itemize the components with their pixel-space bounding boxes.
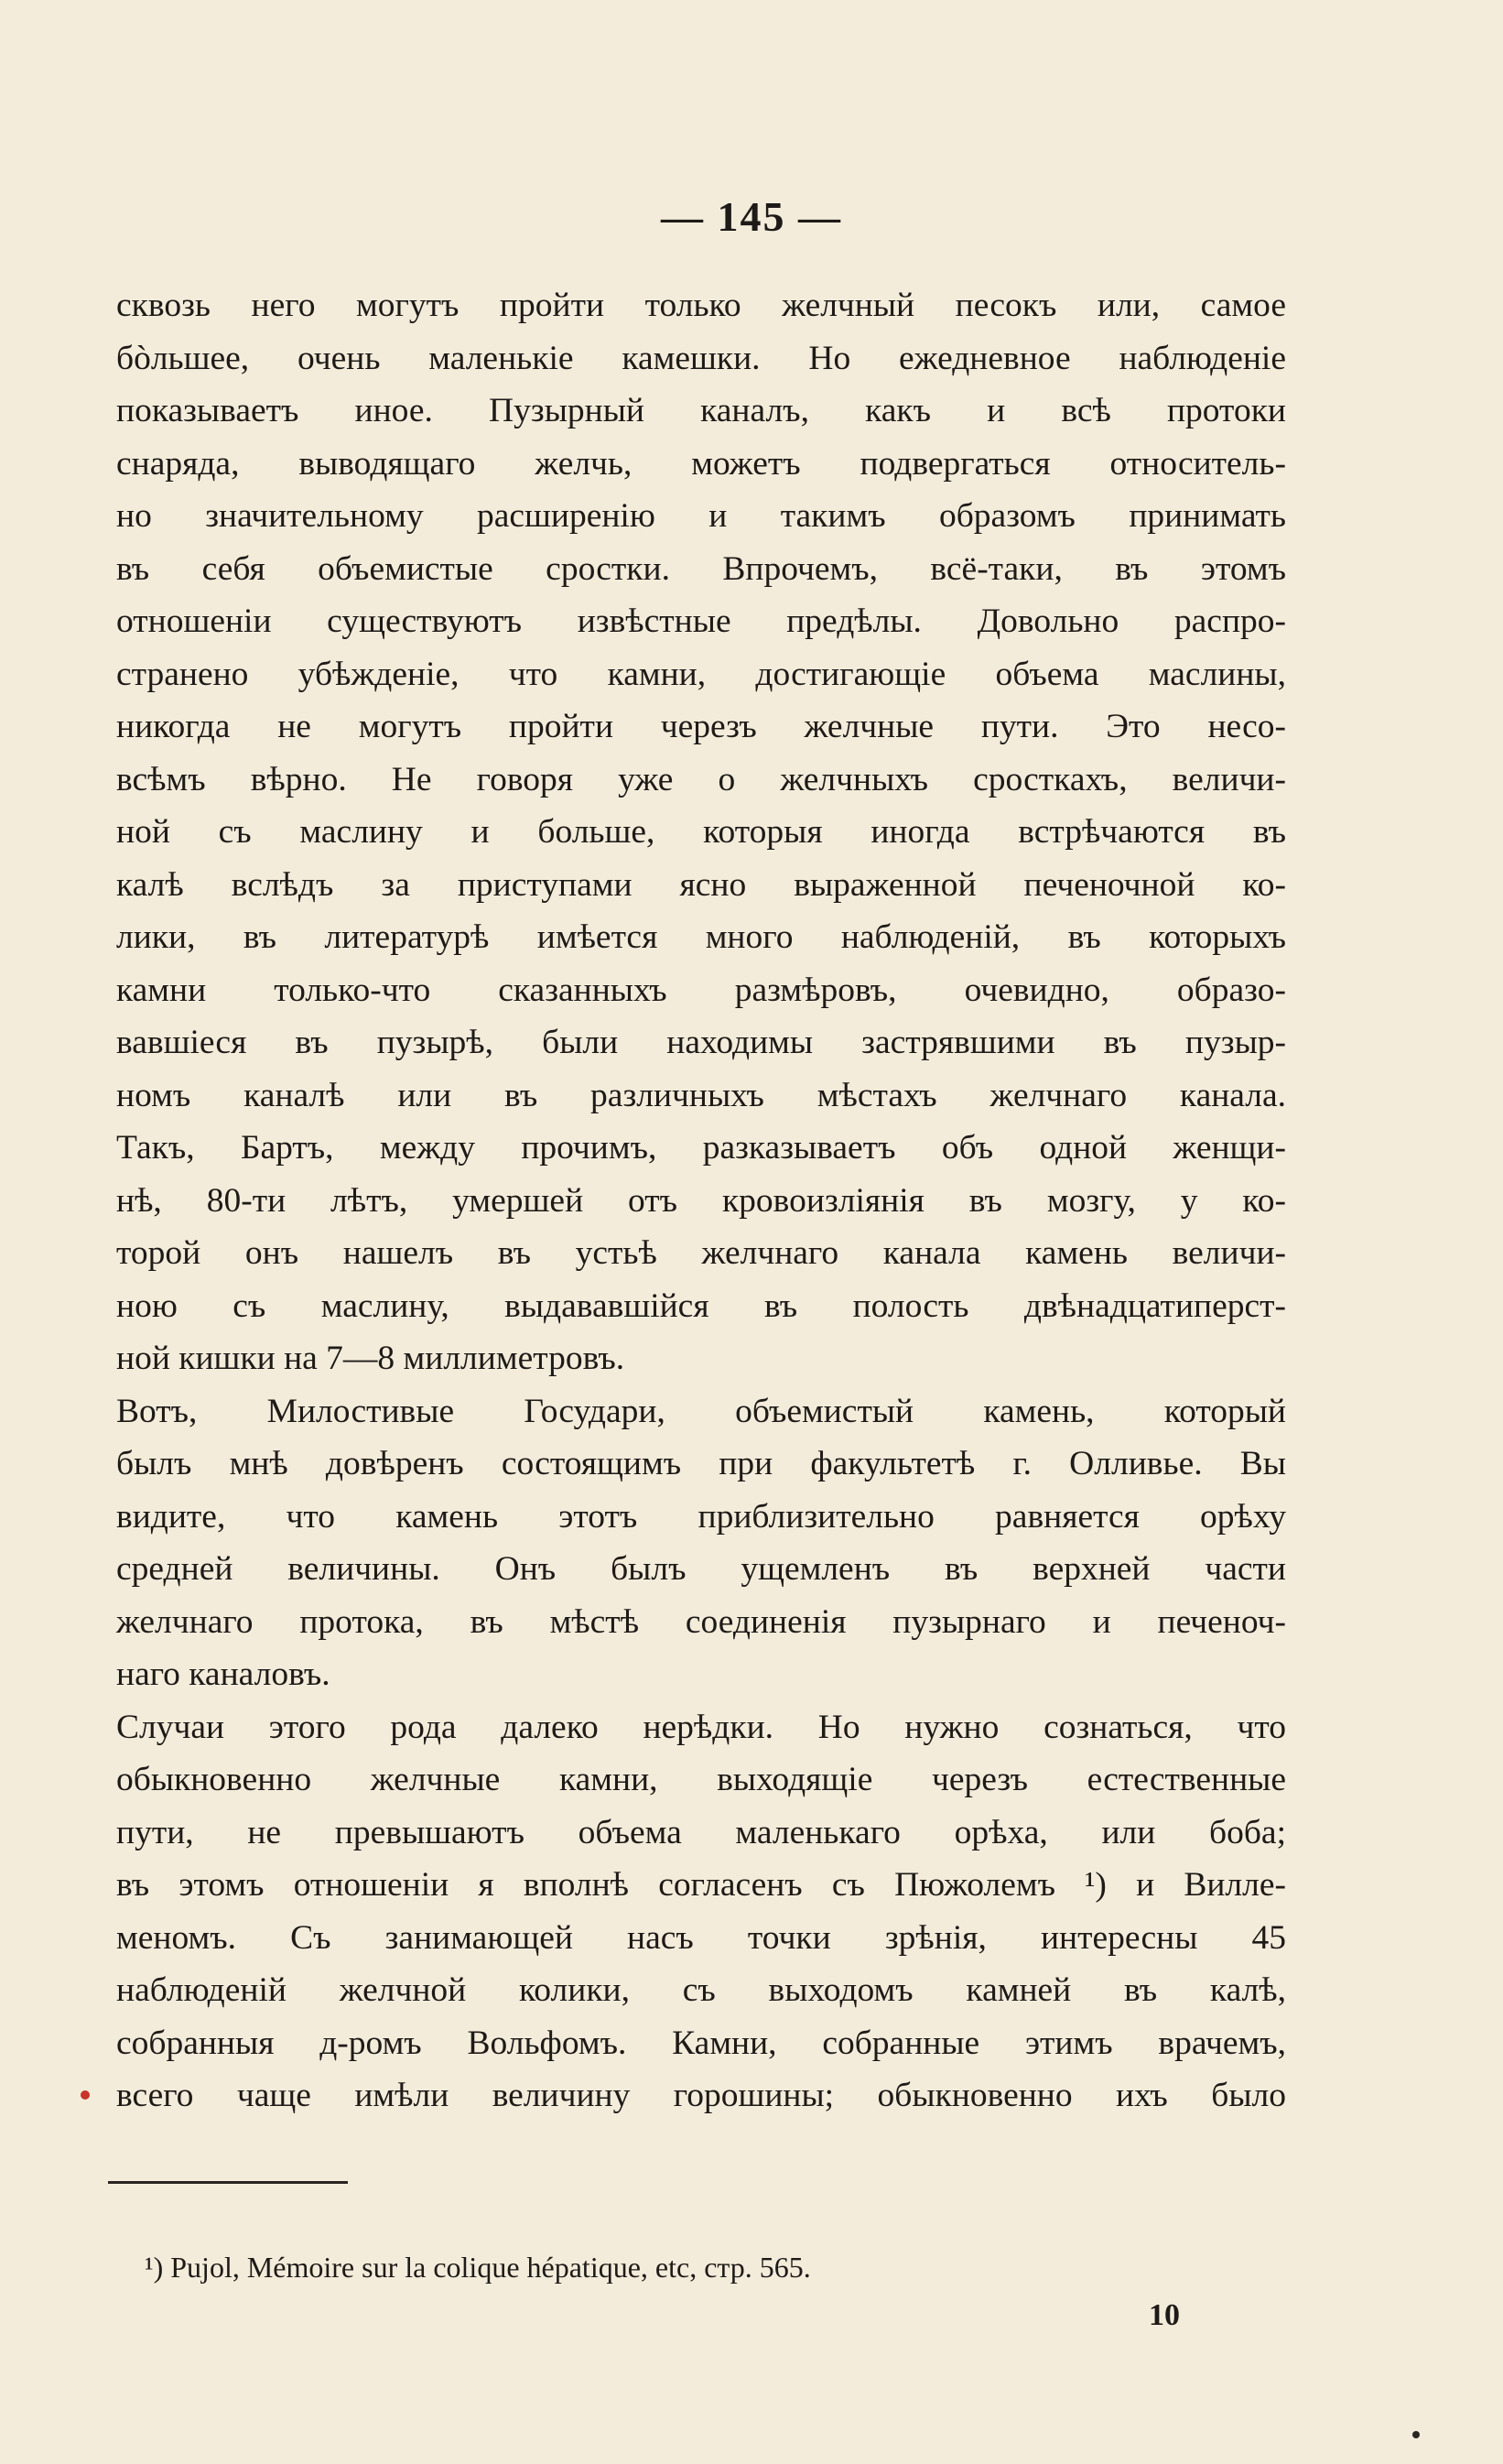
text-line: торой онъ нашелъ въ устьѣ желчнаго канала камень величи- [116, 1234, 1286, 1272]
text-line: сквозь него могутъ пройти только желчный песокъ или, самое [116, 287, 1286, 324]
text-line: въ этомъ отношеніи я вполнѣ согласенъ съ Пюжолемъ ¹) и Вилле- [116, 1866, 1286, 1904]
text-line: никогда не могутъ пройти черезъ желчные пути. Это несо- [116, 708, 1286, 745]
text-line: желчнаго протока, въ мѣстѣ соединенія пузырнаго и печеноч- [116, 1602, 1286, 1641]
text-line: вавшіеся въ пузырѣ, были находимы застрявшими въ пузыр- [116, 1024, 1286, 1061]
footnote: ¹) Pujol, Mémoire sur la colique hépatique, etc, стр. 565. [145, 2251, 811, 2284]
text-line: пути, не превышаютъ объема маленькаго орѣха, или боба; [116, 1813, 1286, 1851]
page-number: — 145 — [661, 193, 842, 240]
text-line: ною съ маслину, выдававшійся въ полость двѣнадцатиперст- [116, 1286, 1286, 1325]
margin-dot [81, 2090, 90, 2100]
text-line: показываетъ иное. Пузырный каналъ, какъ и всѣ протоки [116, 392, 1286, 429]
text-line: но значительному расширенію и такимъ образомъ принимать [116, 497, 1286, 535]
text-line: видите, что камень этотъ приблизительно равняется орѣху [116, 1497, 1286, 1536]
text-line: обыкновенно желчные камни, выходящіе черезъ естественные [116, 1761, 1286, 1798]
footnote-divider [108, 2181, 348, 2184]
text-line: нѣ, 80-ти лѣтъ, умершей отъ кровоизліянія въ мозгу, у ко- [116, 1181, 1286, 1220]
text-line: бòльшее, очень маленькіе камешки. Но ежедневное наблюденіе [116, 339, 1286, 377]
text-line: наго каналовъ. [116, 1655, 330, 1693]
text-line: ной кишки на 7—8 миллиметровъ. [116, 1340, 625, 1377]
text-line: всего чаще имѣли величину горошины; обыкновенно ихъ было [116, 2077, 1286, 2114]
text-line: странено убѣжденіе, что камни, достигающіе объема маслины, [116, 655, 1286, 693]
text-line: Случаи этого рода далеко нерѣдки. Но нужно сознаться, что [116, 1708, 1286, 1746]
text-line: отношеніи существуютъ извѣстные предѣлы. Довольно распро- [116, 602, 1286, 640]
text-line: калѣ вслѣдъ за приступами ясно выраженной печеночной ко- [116, 865, 1286, 904]
text-line: Вотъ, Милостивые Государи, объемистый камень, который [116, 1392, 1286, 1430]
text-line: номъ каналѣ или въ различныхъ мѣстахъ желчнаго канала. [116, 1076, 1286, 1114]
text-line: въ себя объемистые сростки. Впрочемъ, всё-таки, въ этомъ [116, 549, 1286, 588]
text-line: наблюденій желчной колики, съ выходомъ камней въ калѣ, [116, 1971, 1286, 2009]
signature-mark: 10 [1149, 2298, 1180, 2332]
text-line: средней величины. Онъ былъ ущемленъ въ верхней части [116, 1550, 1286, 1588]
corner-mark [1412, 2431, 1420, 2438]
text-line: ной съ маслину и больше, которыя иногда встрѣчаются въ [116, 813, 1286, 851]
text-line: камни только-что сказанныхъ размѣровъ, очевидно, образо- [116, 971, 1286, 1009]
text-line: Такъ, Бартъ, между прочимъ, разказываетъ объ одной женщи- [116, 1129, 1286, 1167]
body-text [116, 279, 1286, 2122]
text-line: былъ мнѣ довѣренъ состоящимъ при факультетѣ г. Олливье. Вы [116, 1445, 1286, 1482]
text-line: лики, въ литературѣ имѣется много наблюденій, въ которыхъ [116, 918, 1286, 956]
text-line: снаряда, выводящаго желчь, можетъ подвергаться относитель- [116, 444, 1286, 483]
text-line: собранныя д-ромъ Вольфомъ. Камни, собранные этимъ врачемъ, [116, 2024, 1286, 2062]
text-line: меномъ. Съ занимающей насъ точки зрѣнія, интересны 45 [116, 1918, 1286, 1957]
text-line: всѣмъ вѣрно. Не говоря уже о желчныхъ сросткахъ, величи- [116, 760, 1286, 798]
